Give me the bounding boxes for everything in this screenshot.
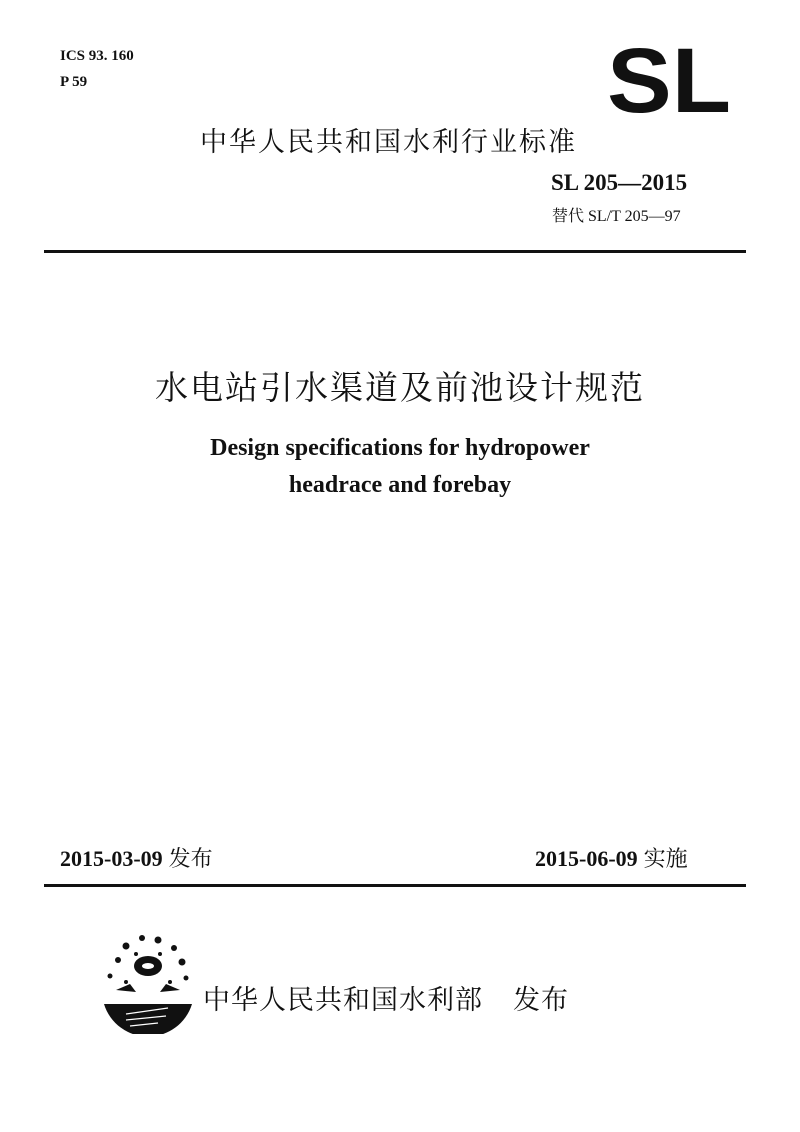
bottom-divider bbox=[44, 884, 746, 887]
issue-date: 2015-03-09 bbox=[60, 846, 163, 871]
implementation-label: 实施 bbox=[643, 847, 688, 872]
issue-date-line bbox=[60, 842, 213, 873]
publisher-action: 发布 bbox=[513, 985, 569, 1016]
sl-logo-text: SL bbox=[607, 46, 731, 116]
sl-logo-icon bbox=[607, 46, 731, 116]
title-english-line1: Design specifications for hydropower bbox=[210, 435, 590, 461]
implementation-date-line bbox=[535, 842, 688, 873]
ccs-code: P 59 bbox=[60, 74, 88, 90]
title-english-line2: headrace and forebay bbox=[288, 472, 512, 498]
top-divider bbox=[44, 250, 746, 253]
title-english bbox=[0, 430, 800, 504]
publisher-name: 中华人民共和国水利部 bbox=[203, 985, 483, 1016]
classification-codes bbox=[60, 46, 134, 98]
issue-label: 发布 bbox=[168, 847, 213, 872]
ics-code: ICS 93. 160 bbox=[60, 48, 134, 64]
replaces-note: 替代 SL/T 205—97 bbox=[552, 208, 681, 225]
standard-code: SL 205—2015 bbox=[551, 170, 688, 195]
title-chinese: 水电站引水渠道及前池设计规范 bbox=[155, 368, 645, 407]
implementation-date: 2015-06-09 bbox=[535, 846, 638, 871]
industry-standard-heading: 中华人民共和国水利行业标准 bbox=[200, 127, 577, 158]
anti-counterfeit-seal-icon bbox=[96, 930, 200, 1034]
publisher-line bbox=[203, 978, 569, 1017]
